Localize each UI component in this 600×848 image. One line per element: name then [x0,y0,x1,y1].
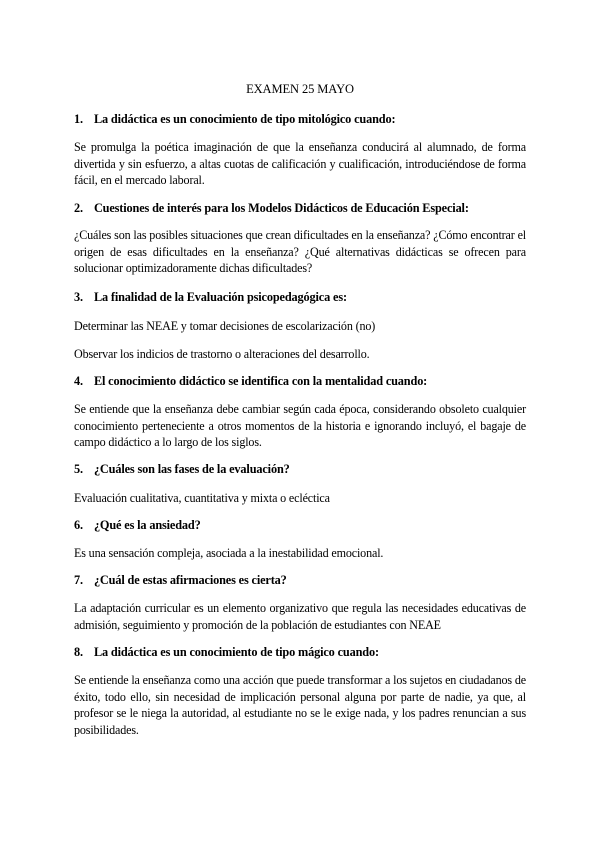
question-text: La didáctica es un conocimiento de tipo mágico cuando: [93,645,379,659]
answer-5: Evaluación cualitativa, cuantitativa y mixta o ecléctica [74,491,330,505]
question-text: ¿Qué es la ansiedad? [93,518,201,532]
question-text: ¿Cuáles son las fases de la evaluación? [93,462,290,476]
answer-6: Es una sensación compleja, asociada a la inestabilidad emocional. [74,546,384,560]
question-text: La finalidad de la Evaluación psicopedagógica es: [93,290,347,304]
question-2-heading [74,201,526,216]
question-number: 5. [74,462,83,476]
question-number: 8. [74,645,83,659]
question-number: 7. [74,573,83,587]
question-1-heading [74,112,526,127]
answer-1: Se promulga la poética imaginación de que la enseñanza conducirá al alumnado, de forma divertida y sin esfuerzo, a altas cuotas de calificación y cualificación, introduciéndose de forma fácil, en el mercado laboral. [74,140,526,187]
answer-2: ¿Cuáles son las posibles situaciones que crean dificultades en la enseñanza? ¿Cómo encontrar el origen de esas dificultades en la enseñanza? ¿Qué alternativas didácticas se ofrecen para solucionar optimizadoramente dichas dificultades? [74,228,526,275]
question-6-heading [74,518,526,533]
answer-7: La adaptación curricular es un elemento organizativo que regula las necesidades educativas de admisión, seguimiento y promoción de la población de estudiantes con NEAE [74,601,526,632]
question-number: 2. [74,201,83,215]
answer-3b: Observar los indicios de trastorno o alteraciones del desarrollo. [74,347,370,361]
question-text: La didáctica es un conocimiento de tipo mitológico cuando: [93,112,396,126]
question-text: Cuestiones de interés para los Modelos Didácticos de Educación Especial: [93,201,469,215]
question-4-heading [74,374,526,389]
question-8-heading [74,645,526,660]
question-number: 3. [74,290,83,304]
question-5-heading [74,462,526,477]
question-text: ¿Cuál de estas afirmaciones es cierta? [93,573,287,587]
answer-3a: Determinar las NEAE y tomar decisiones de escolarización (no) [74,319,376,333]
question-number: 1. [74,112,83,126]
page-title: EXAMEN 25 MAYO [246,82,354,96]
question-number: 6. [74,518,83,532]
question-7-heading [74,573,526,588]
answer-8: Se entiende la enseñanza como una acción que puede transformar a los sujetos en ciudadanos de éxito, todo ello, sin necesidad de implicación personal alguna por parte de nadie, ya que, al profesor se le niega la autoridad, al estudiante no se le exige nada, y los padres renuncian a sus posibilidades. [74,673,526,737]
question-3-heading [74,290,526,305]
answer-4: Se entiende que la enseñanza debe cambiar según cada época, considerando obsoleto cualquier conocimiento perteneciente a otros momentos de la historia e ignorando incluyó, el bagaje de campo didáctico a lo largo de los siglos. [74,402,526,449]
question-text: El conocimiento didáctico se identifica con la mentalidad cuando: [93,374,428,388]
question-number: 4. [74,374,83,388]
